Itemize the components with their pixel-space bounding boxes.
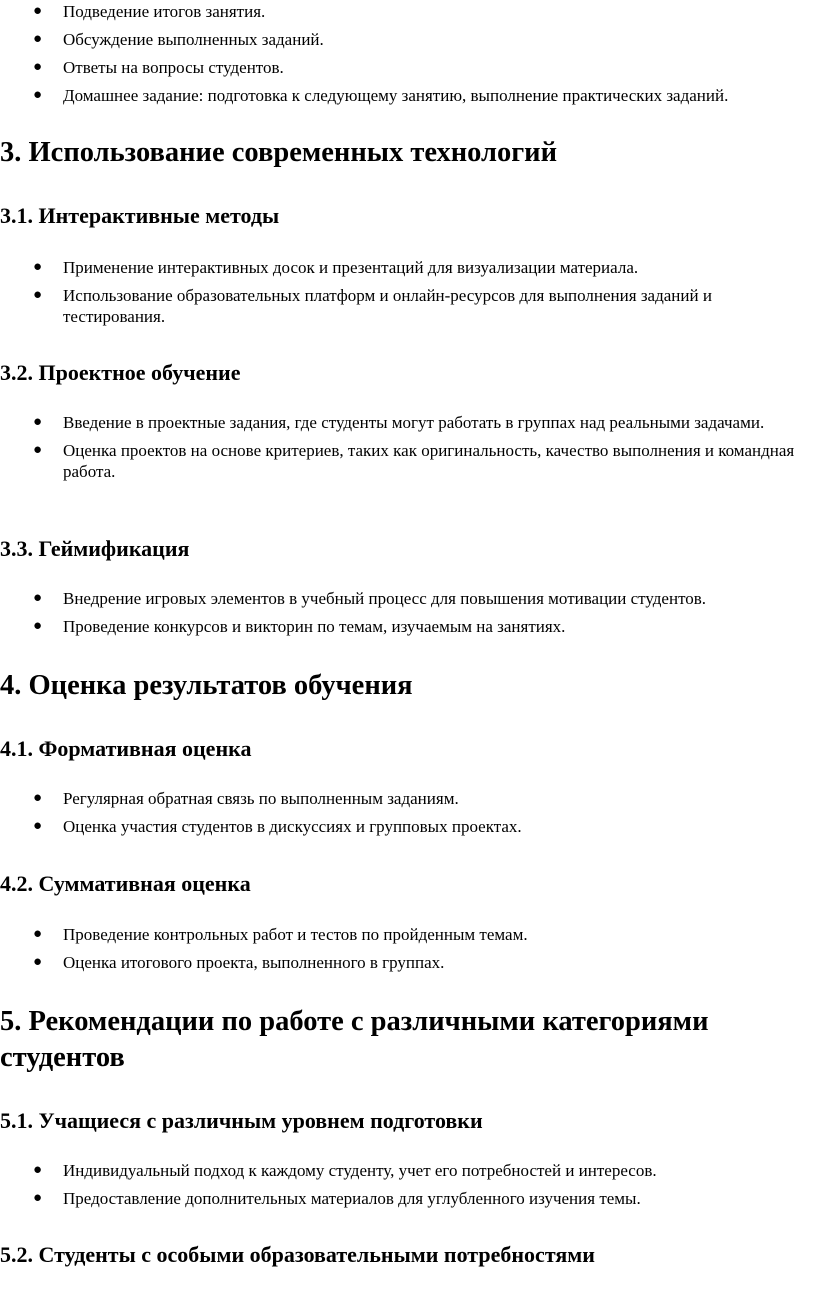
list-item: ● Внедрение игровых элементов в учебный процесс для повышения мотивации студентов. (33, 589, 707, 608)
bullet-icon: ● (33, 3, 43, 19)
list-item: ● Применение интерактивных досок и презентаций для визуализации материала. (33, 258, 639, 277)
bullet-list-top (0, 1, 816, 113)
bullet-icon: ● (33, 442, 43, 458)
bullet-icon: ● (33, 414, 43, 430)
bullet-list-3-2 (0, 412, 816, 489)
subsection-heading-4-2: 4.2. Суммативная оценка (0, 871, 251, 896)
list-item: ● Использование образовательных платформ и онлайн-ресурсов для выполнения заданий и тестирования. (33, 286, 712, 326)
subsection-heading-3-2: 3.2. Проектное обучение (0, 360, 241, 385)
list-item: ● Индивидуальный подход к каждому студенту, учет его потребностей и интересов. (33, 1161, 657, 1180)
section-heading-3: 3. Использование современных технологий (0, 137, 558, 168)
subsection-heading-3-1: 3.1. Интерактивные методы (0, 203, 280, 228)
subsection-heading-3-3: 3.3. Геймификация (0, 536, 190, 561)
list-item: ● Оценка проектов на основе критериев, таких как оригинальность, качество выполнения и командная работа. (33, 441, 795, 481)
bullet-icon: ● (33, 926, 43, 942)
list-item: ● Домашнее задание: подготовка к следующему занятию, выполнение практических заданий. (33, 86, 729, 105)
bullet-icon: ● (33, 259, 43, 275)
list-item: ● Проведение конкурсов и викторин по темам, изучаемым на занятиях. (33, 617, 566, 636)
section-heading-5: 5. Рекомендации по работе с различными категориями студентов (0, 1006, 709, 1073)
list-item: ● Оценка итогового проекта, выполненного в группах. (33, 953, 445, 972)
list-item: ● Регулярная обратная связь по выполненным заданиям. (33, 789, 459, 808)
list-item: ● Подведение итогов занятия. (33, 2, 266, 21)
section-heading-4: 4. Оценка результатов обучения (0, 670, 413, 701)
bullet-icon: ● (33, 59, 43, 75)
bullet-list-3-1 (0, 257, 816, 334)
bullet-icon: ● (33, 818, 43, 834)
bullet-icon: ● (33, 790, 43, 806)
bullet-icon: ● (33, 87, 43, 103)
bullet-icon: ● (33, 1190, 43, 1206)
bullet-list-4-2 (0, 924, 816, 980)
subsection-heading-5-2: 5.2. Студенты с особыми образовательными потребностями (0, 1242, 595, 1267)
bullet-icon: ● (33, 590, 43, 606)
bullet-icon: ● (33, 1162, 43, 1178)
bullet-list-4-1 (0, 788, 816, 844)
bullet-icon: ● (33, 287, 43, 303)
bullet-icon: ● (33, 31, 43, 47)
list-item: ● Проведение контрольных работ и тестов по пройденным темам. (33, 925, 528, 944)
bullet-list-5-1 (0, 1160, 816, 1216)
list-item: ● Введение в проектные задания, где студенты могут работать в группах над реальными задачами. (33, 413, 765, 432)
bullet-icon: ● (33, 954, 43, 970)
list-item: ● Оценка участия студентов в дискуссиях и групповых проектах. (33, 817, 522, 836)
subsection-heading-4-1: 4.1. Формативная оценка (0, 736, 252, 761)
list-item: ● Ответы на вопросы студентов. (33, 58, 284, 77)
list-item: ● Обсуждение выполненных заданий. (33, 30, 324, 49)
bullet-list-3-3 (0, 588, 816, 644)
bullet-icon: ● (33, 618, 43, 634)
subsection-heading-5-1: 5.1. Учащиеся с различным уровнем подготовки (0, 1108, 483, 1133)
list-item: ● Предоставление дополнительных материалов для углубленного изучения темы. (33, 1189, 641, 1208)
